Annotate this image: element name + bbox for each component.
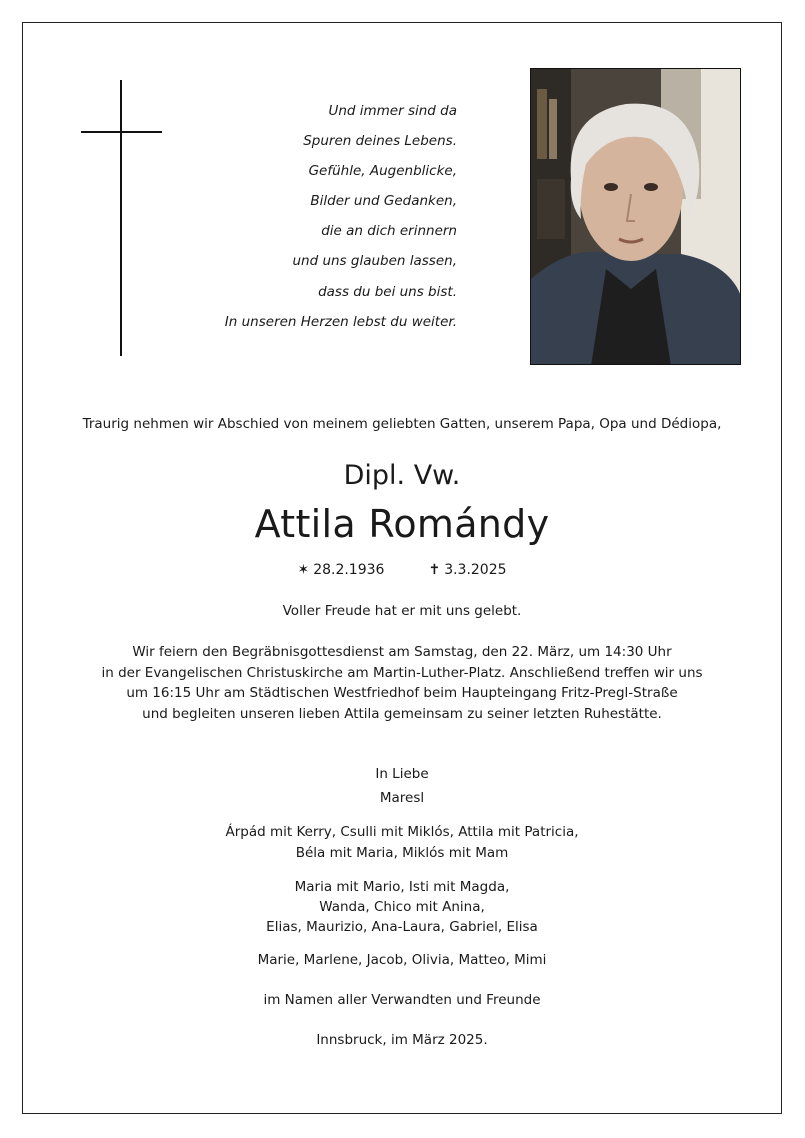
poem-line: und uns glauben lassen, (292, 253, 457, 270)
birth-date: 28.2.1936 (313, 562, 385, 578)
poem-line: Gefühle, Augenblicke, (308, 163, 457, 180)
service-line: um 16:15 Uhr am Städtischen Westfriedhof beim Haupteingang Fritz-Pregl-Straße (126, 685, 678, 701)
joy-text: Voller Freude hat er mit uns gelebt. (282, 603, 522, 619)
poem-line: die an dich erinnern (321, 223, 457, 240)
poem-line: dass du bei uns bist. (318, 283, 457, 300)
poem-line: Bilder und Gedanken, (310, 193, 457, 210)
portrait-photo (530, 68, 741, 365)
family-children (22, 822, 782, 863)
death-cross-icon: ✝ (428, 562, 441, 578)
service-line: und begleiten unseren lieben Attila gemeinsam zu seiner letzten Ruhestätte. (142, 705, 662, 722)
service-line: in der Evangelischen Christuskirche am Martin-Luther-Platz. Anschließend treffen wir uns (101, 664, 703, 681)
behalf-text: im Namen aller Verwandten und Freunde (263, 992, 541, 1008)
deceased-name: Attila Romándy (254, 502, 550, 546)
family-line: Elias, Maurizio, Ana-Laura, Gabriel, Elisa (266, 919, 538, 935)
family-line: Wanda, Chico mit Anina, (319, 899, 485, 915)
family-line: Árpád mit Kerry, Csulli mit Miklós, Attila mit Patricia, (225, 824, 579, 840)
life-dates (22, 562, 782, 578)
family-line: Maria mit Mario, Isti mit Magda, (294, 879, 510, 895)
poem-line: In unseren Herzen lebst du weiter. (224, 313, 457, 330)
birth-star-icon: ✶ (297, 562, 310, 578)
academic-title: Dipl. Vw. (343, 460, 461, 491)
family-grandchildren (22, 877, 782, 937)
service-line: Wir feiern den Begräbnisgottesdienst am Samstag, den 22. März, um 14:30 Uhr (132, 644, 672, 660)
closing-line: Maresl (379, 790, 425, 806)
poem-line: Und immer sind da (328, 103, 457, 119)
closing-line: In Liebe (375, 766, 429, 782)
family-greatgrandchildren: Marie, Marlene, Jacob, Olivia, Matteo, Mimi (257, 952, 547, 968)
family-line: Béla mit Maria, Miklós mit Mam (295, 844, 509, 861)
service-info (22, 642, 782, 724)
intro-text: Traurig nehmen wir Abschied von meinem geliebten Gatten, unserem Papa, Opa und Dédiopa, (82, 416, 722, 432)
poem (225, 96, 457, 337)
closing (22, 762, 782, 810)
death-date: 3.3.2025 (444, 562, 507, 578)
place-date: Innsbruck, im März 2025. (316, 1032, 488, 1048)
poem-line: Spuren deines Lebens. (303, 133, 457, 150)
